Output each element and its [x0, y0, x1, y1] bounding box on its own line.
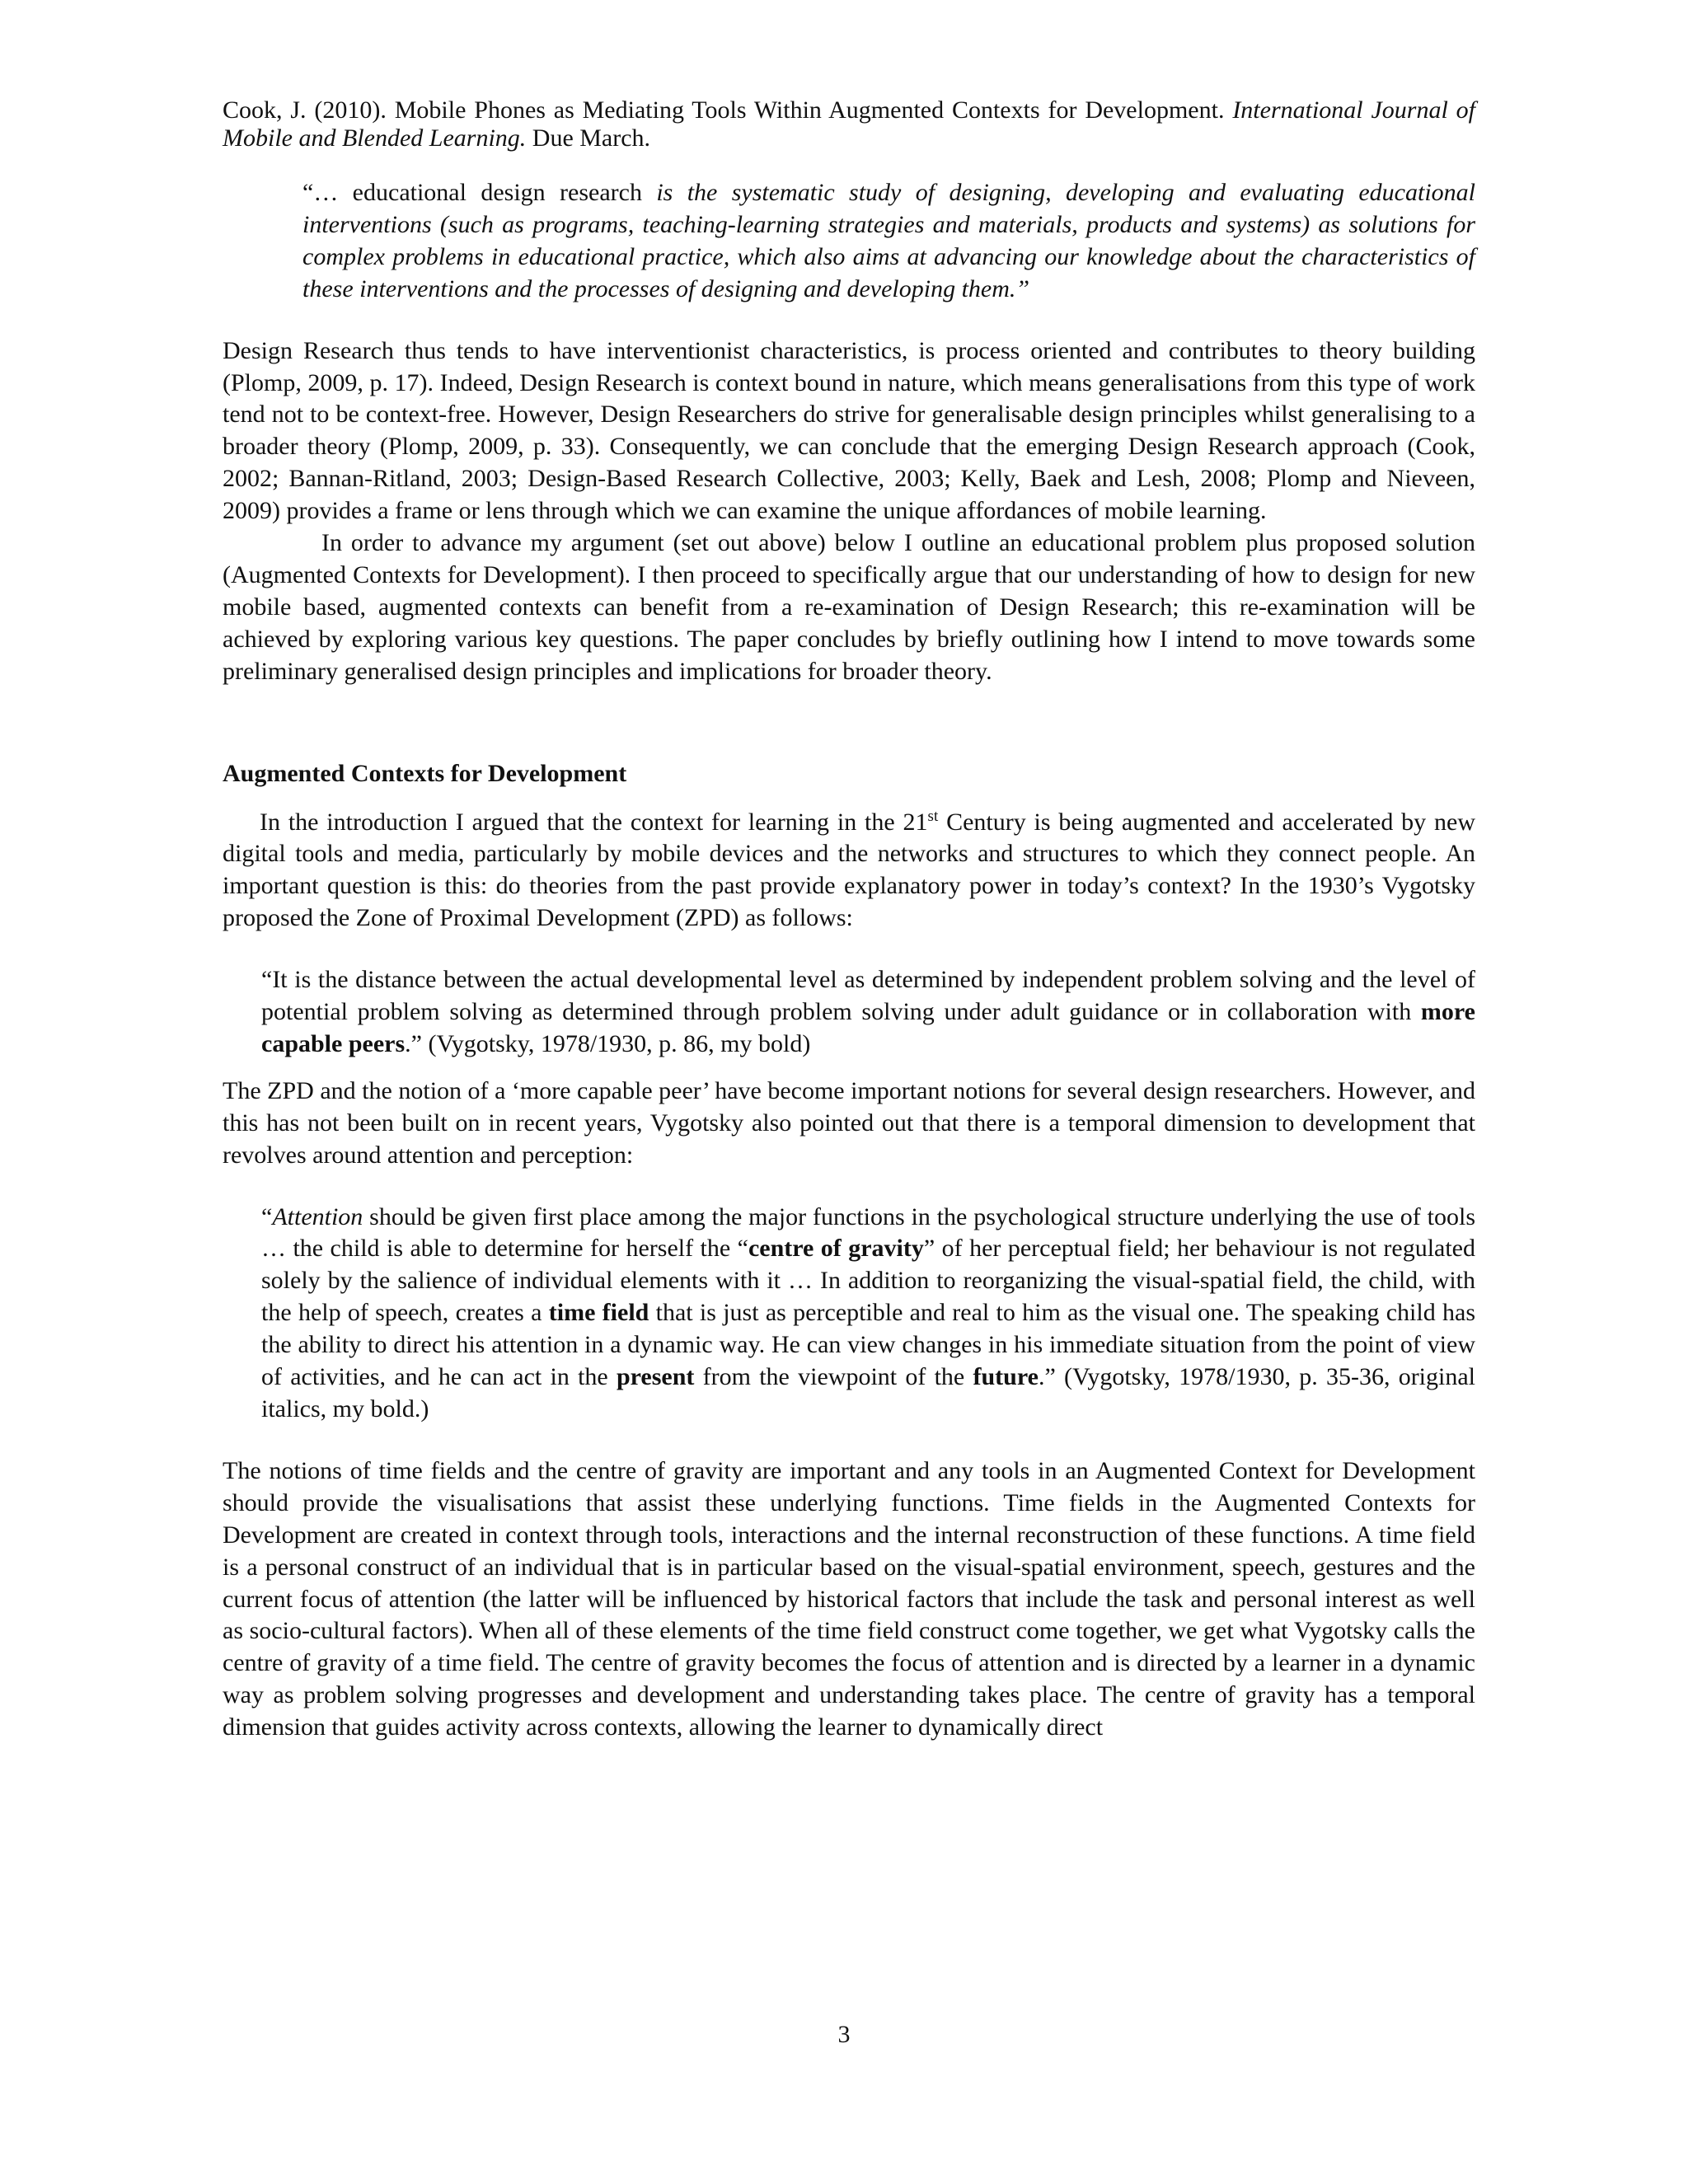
quote3-future: future: [973, 1363, 1039, 1391]
block-quote-attention: [261, 1202, 1475, 1426]
header-due: Due March.: [532, 124, 651, 152]
quote2-text: “It is the distance between the actual developmental level as determined by independent problem solving and the level of potential problem solving as determined through problem solving under adult guidance or in collaboration with: [261, 966, 1475, 1026]
paragraph-design-research: Design Research thus tends to have interventionist characteristics, is process oriented and contributes to theory building (Plomp, 2009, p. 17). Indeed, Design Research is context bound in nature, which means generalisations from this type of work tend not to be context-free. However, Design Researchers do strive for generalisable design principles whilst generalising to a broader theory (Plomp, 2009, p. 33). Consequently, we can conclude that the emerging Design Research approach (Cook, 2002; Bannan-Ritland, 2003; Design-Based Research Collective, 2003; Kelly, Baek and Lesh, 2008; Plomp and Nieveen, 2009) provides a frame or lens through which we can examine the unique affordances of mobile learning.: [223, 336, 1475, 525]
para3-text-start: In the introduction I argued that the context for learning in the 21: [260, 808, 928, 836]
paragraph-introduction: [223, 807, 1475, 935]
paragraph-argument: In order to advance my argument (set out above) below I outline an educational problem plus proposed solution (Augmented Contexts for Development). I then proceed to specifically argue that our understanding of how to design for new mobile based, augmented contexts can benefit from a re-examination of Design Research; this re-examination will be achieved by exploring various key questions. The paper concludes by briefly outlining how I intend to move towards some preliminary generalised design principles and implications for broader theory.: [223, 529, 1475, 685]
quote3-present: present: [616, 1363, 695, 1391]
quote2-tail: .” (Vygotsky, 1978/1930, p. 86, my bold): [405, 1029, 811, 1057]
ordinal-superscript: st: [927, 807, 939, 825]
quote3-text-5: .” (Vygotsky, 1978/1930, p. 35-36, original italics, my bold.): [261, 1363, 1476, 1422]
quote3-centre-of-gravity: centre of gravity: [748, 1235, 924, 1263]
para3-text-end: Century is being augmented and accelerated by new digital tools and media, particularly by mobile devices and the networks and structures to which they connect people. An important question is this: do theories from the past provide explanatory power in today’s context? In the 1930’s Vygotsky proposed the Zone of Proximal Development (ZPD) as follows:: [223, 808, 1475, 932]
quote3-text-2: ” of her perceptual field; her behaviour is not regulated solely by the salience of individual elements with it … In addition to reorganizing the visual-spatial field, the child, with the help of speech, creates a: [261, 1235, 1475, 1327]
quote3-attention: Attention: [272, 1202, 363, 1230]
quote3-text-1: should be given first place among the major functions in the psychological structure underlying the use of tools … the child is able to determine for herself the “: [261, 1202, 1475, 1263]
quote3-time-field: time field: [548, 1299, 649, 1327]
quote1-body: is the systematic study of designing, developing and evaluating educational interventions (such as programs, teaching-learning strategies and materials, products and systems) as solutions for complex problems in educational practice, which also aims at advancing our knowledge about the characteristics of these interventions and the processes of designing and developing them.”: [302, 179, 1475, 302]
paragraph-time-fields: The notions of time fields and the centre of gravity are important and any tools in an Augmented Context for Development should provide the visualisations that assist these underlying functions. Time fields in the Augmented Contexts for Development are created in context through tools, interactions and the internal reconstruction of these functions. A time field is a personal construct of an individual that is in particular based on the visual-spatial environment, speech, gestures and the current focus of attention (the latter will be influenced by historical factors that include the task and personal interest as well as socio-cultural factors). When all of these elements of the time field construct come together, we get what Vygotsky calls the centre of gravity of a time field. The centre of gravity becomes the focus of attention and is directed by a learner in a dynamic way as problem solving progresses and development and understanding takes place. The centre of gravity has a temporal dimension that guides activity across contexts, allowing the learner to dynamically direct: [223, 1456, 1475, 1741]
page-number: 3: [837, 2021, 851, 2048]
paragraph-zpd: The ZPD and the notion of a ‘more capable peer’ have become important notions for several design researchers. However, and this has not been built on in recent years, Vygotsky also pointed out that there is a temporal dimension to development that revolves around attention and perception:: [223, 1076, 1475, 1169]
header-journal: International Journal of Mobile and Blended Learning.: [223, 96, 1476, 152]
header-citation: Cook, J. (2010). Mobile Phones as Mediating Tools Within Augmented Contexts for Development.: [223, 96, 1225, 124]
quote3-text-3: that is just as perceptible and real to him as the visual one. The speaking child has the ability to direct his attention in a dynamic way. He can view changes in his immediate situation from the point of view of activities, and he can act in the: [261, 1299, 1475, 1391]
block-quote-zpd: [261, 964, 1475, 1061]
quote1-lead: “… educational design research: [302, 179, 657, 206]
quote3-open: “: [261, 1202, 273, 1230]
running-header: [223, 96, 1475, 152]
section-heading: Augmented Contexts for Development: [223, 759, 627, 787]
block-quote-design-research: [302, 177, 1475, 306]
quote3-text-4: from the viewpoint of the: [694, 1363, 973, 1391]
quote2-bold: more capable peers: [261, 998, 1475, 1057]
